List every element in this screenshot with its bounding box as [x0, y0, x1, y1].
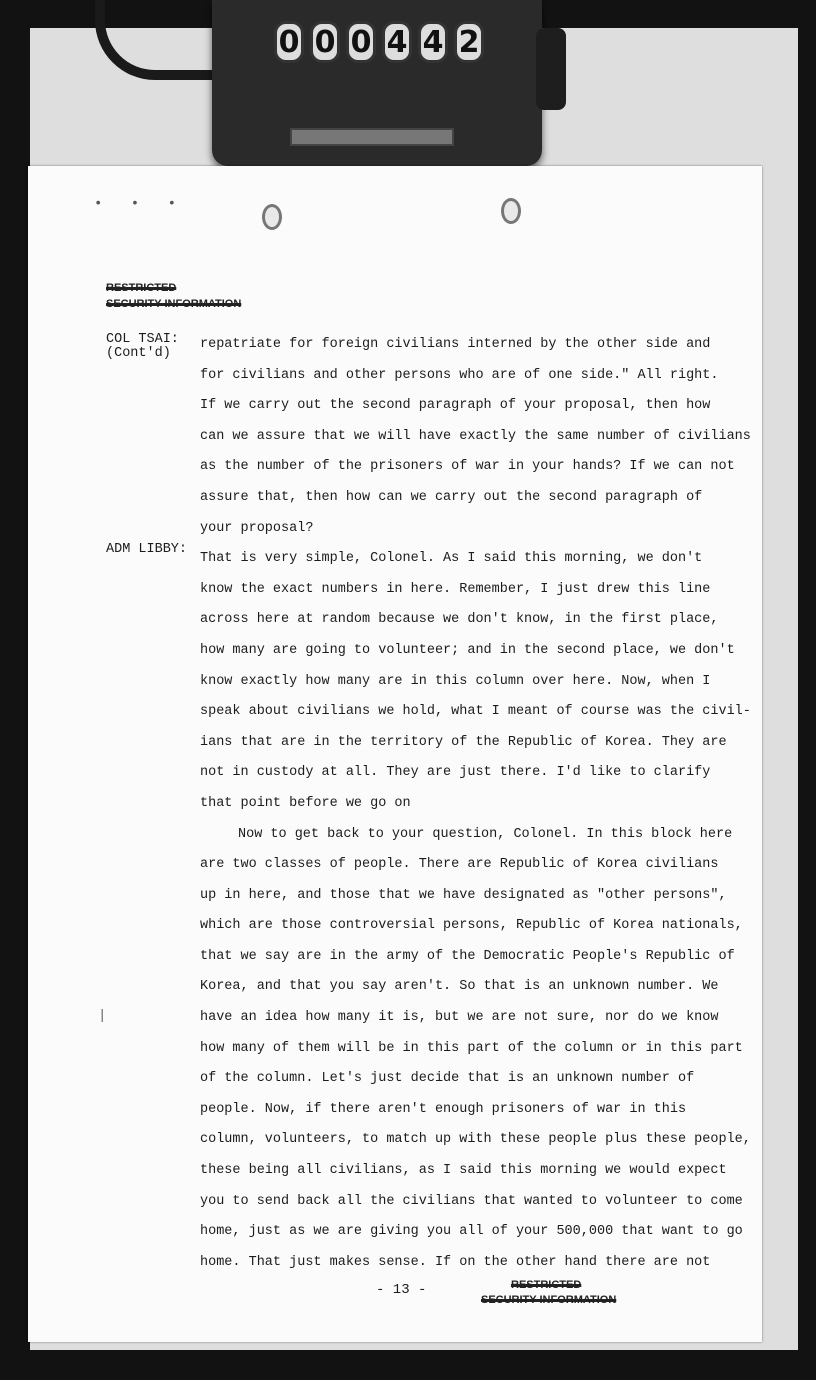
- text-line: these being all civilians, as I said this morning we would expect: [200, 1163, 727, 1179]
- text-line: can we assure that we will have exactly the same number of civilians: [200, 428, 751, 444]
- speaker-continued-label: (Cont'd): [106, 346, 171, 361]
- punch-hole: [262, 204, 282, 230]
- punch-hole: [501, 198, 521, 224]
- classification-footer: RESTRICTED: [511, 1279, 582, 1291]
- margin-mark: |: [98, 1008, 107, 1024]
- text-line: home. That just makes sense. If on the other hand there are not: [200, 1254, 711, 1270]
- frame-digit: 2: [454, 21, 484, 63]
- text-line: people. Now, if there aren't enough prisoners of war in this: [200, 1101, 687, 1117]
- text-line: for civilians and other persons who are of one side." All right.: [200, 367, 719, 383]
- page-number: - 13 -: [376, 1282, 427, 1298]
- text-line: Korea, and that you say aren't. So that is an unknown number. We: [200, 979, 719, 995]
- classification-footer-security: SECURITY INFORMATION: [481, 1294, 617, 1306]
- text-line: of the column. Let's just decide that is an unknown number of: [200, 1071, 695, 1087]
- text-line: column, volunteers, to match up with these people plus these people,: [200, 1132, 751, 1148]
- frame-digit: 0: [274, 21, 304, 63]
- text-line: ians that are in the territory of the Republic of Korea. They are: [200, 734, 727, 750]
- frame-number: [274, 22, 484, 62]
- document-page: [28, 166, 762, 1342]
- text-line: If we carry out the second paragraph of your proposal, then how: [200, 398, 711, 414]
- page-marks: • • •: [94, 196, 187, 212]
- text-line: That is very simple, Colonel. As I said this morning, we don't: [200, 551, 703, 567]
- text-line: know the exact numbers in here. Remember, I just drew this line: [200, 581, 711, 597]
- frame-digit: 4: [418, 21, 448, 63]
- frame-digit: 0: [346, 21, 376, 63]
- text-line: assure that, then how can we carry out the second paragraph of: [200, 489, 703, 505]
- transcript-body: [200, 330, 760, 1278]
- text-line: how many are going to volunteer; and in the second place, we don't: [200, 642, 735, 658]
- text-line: how many of them will be in this part of the column or in this part: [200, 1040, 743, 1056]
- frame-digit: 0: [310, 21, 340, 63]
- text-line: have an idea how many it is, but we are not sure, nor do we know: [200, 1010, 719, 1026]
- text-line: as the number of the prisoners of war in your hands? If we can not: [200, 459, 735, 475]
- text-line: home, just as we are giving you all of your 500,000 that want to go: [200, 1224, 743, 1240]
- counter-knob: [536, 28, 566, 110]
- frame-digit: 4: [382, 21, 412, 63]
- frame-counter-device: [212, 0, 542, 166]
- text-line: know exactly how many are in this column over here. Now, when I: [200, 673, 711, 689]
- text-line: up in here, and those that we have designated as "other persons",: [200, 887, 727, 903]
- text-line: speak about civilians we hold, what I meant of course was the civil-: [200, 704, 751, 720]
- speaker-label-tsai: COL TSAI:: [106, 332, 179, 347]
- text-line: repatriate for foreign civilians interned by the other side and: [200, 337, 711, 352]
- classification-header-security: SECURITY INFORMATION: [106, 298, 242, 310]
- text-line: your proposal?: [200, 520, 314, 536]
- text-line: that point before we go on: [200, 795, 411, 811]
- counter-slot: [290, 128, 454, 146]
- speaker-label-libby: ADM LIBBY:: [106, 542, 188, 557]
- text-line: across here at random because we don't know, in the first place,: [200, 612, 719, 628]
- text-line: you to send back all the civilians that wanted to volunteer to come: [200, 1193, 743, 1209]
- classification-header: RESTRICTED: [106, 282, 177, 294]
- text-line: which are those controversial persons, Republic of Korea nationals,: [200, 918, 743, 934]
- text-line: not in custody at all. They are just there. I'd like to clarify: [200, 765, 711, 781]
- text-line: are two classes of people. There are Republic of Korea civilians: [200, 857, 719, 873]
- text-line: that we say are in the army of the Democratic People's Republic of: [200, 948, 735, 964]
- text-line: Now to get back to your question, Colonel. In this block here: [238, 826, 733, 842]
